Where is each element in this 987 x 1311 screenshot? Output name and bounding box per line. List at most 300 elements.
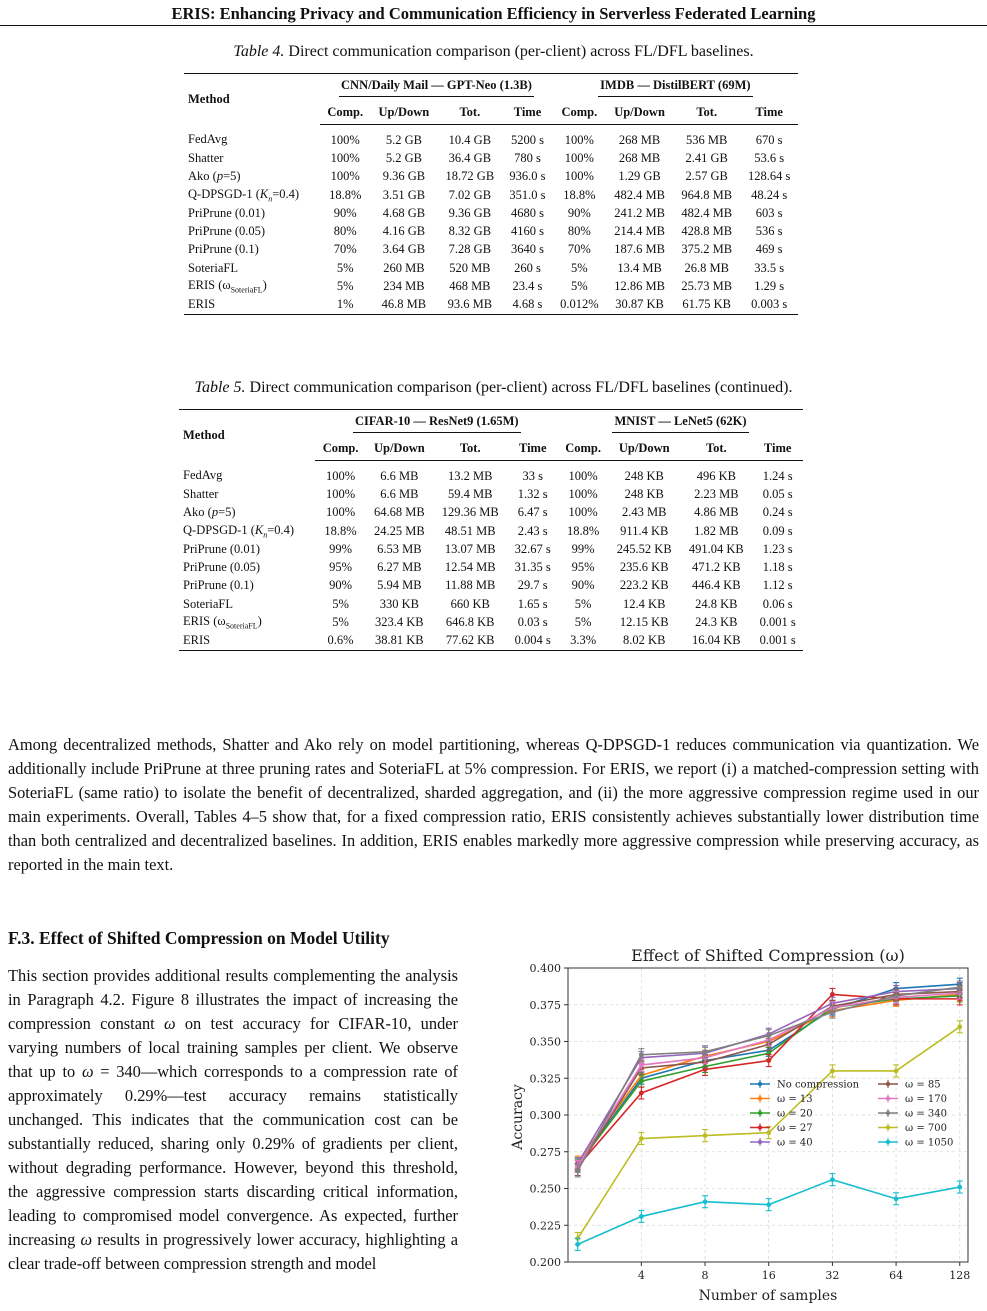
legend-label: ω = 20 xyxy=(777,1108,813,1120)
value-cell: 491.04 KB xyxy=(688,541,744,556)
data-point xyxy=(766,1130,771,1135)
legend-item xyxy=(878,1138,953,1149)
table5-group-mnist xyxy=(558,410,803,437)
value-cell: 3.64 GB xyxy=(382,242,426,257)
y-tick-label: 0.250 xyxy=(529,1182,561,1196)
table5-group-cifar xyxy=(315,410,558,437)
value-cell: 4.16 GB xyxy=(382,224,426,239)
data-point xyxy=(703,1049,708,1054)
table4 xyxy=(184,73,798,315)
data-point xyxy=(894,994,899,999)
legend-swatch xyxy=(758,1096,762,1100)
data-point xyxy=(766,1202,771,1207)
value-cell: 5% xyxy=(574,615,592,630)
legend-item xyxy=(750,1094,813,1105)
value-cell: 100% xyxy=(568,468,598,483)
table4-row xyxy=(184,186,798,204)
col-header: Comp. xyxy=(320,100,370,125)
value-cell: 90% xyxy=(333,205,357,220)
series-line xyxy=(578,994,960,1166)
value-cell: 5200 s xyxy=(510,132,544,147)
series-line xyxy=(578,993,960,1166)
value-cell: 268 MB xyxy=(618,132,661,147)
value-cell: 13.07 MB xyxy=(444,541,496,556)
running-head xyxy=(0,4,987,24)
value-cell: 31.35 s xyxy=(514,560,551,575)
method-cell: SoteriaFL xyxy=(188,260,238,275)
y-tick-label: 0.275 xyxy=(529,1145,561,1159)
value-cell: 6.6 MB xyxy=(380,468,419,483)
value-cell: 0.001 s xyxy=(759,633,796,648)
col-header: Time xyxy=(502,100,552,125)
value-cell: 18.8% xyxy=(566,523,600,538)
value-cell: 646.8 KB xyxy=(445,615,495,630)
value-cell: 1% xyxy=(336,297,354,312)
data-point xyxy=(639,1052,644,1057)
data-point xyxy=(639,1079,644,1084)
y-tick-label: 0.400 xyxy=(529,962,561,975)
data-point xyxy=(894,1069,899,1074)
value-cell: 100% xyxy=(564,150,594,165)
value-cell: 223.2 KB xyxy=(619,578,669,593)
value-cell: 13.4 MB xyxy=(617,260,662,275)
value-cell: 428.8 MB xyxy=(681,224,733,239)
value-cell: 911.4 KB xyxy=(620,523,669,538)
legend-label: No compression xyxy=(777,1079,860,1091)
method-cell: Shatter xyxy=(188,150,224,165)
table4-row xyxy=(184,149,798,167)
value-cell: 12.86 MB xyxy=(614,279,665,294)
value-cell: 248 KB xyxy=(624,468,664,483)
legend-label: ω = 40 xyxy=(777,1137,813,1149)
section-paragraph xyxy=(8,964,458,1311)
table4-group-imdb xyxy=(553,74,798,101)
value-cell: 129.36 MB xyxy=(441,505,499,520)
value-cell: 3640 s xyxy=(510,242,544,257)
table4-group2-label: IMDB — DistilBERT (69M) xyxy=(598,78,752,97)
value-cell: 5% xyxy=(332,615,349,630)
data-point xyxy=(957,1185,962,1190)
value-cell: 1.65 s xyxy=(517,596,548,611)
value-cell: 536 MB xyxy=(686,132,728,147)
value-cell: 1.82 MB xyxy=(694,523,739,538)
table5-caption-text: Direct communication comparison (per-client) across FL/DFL baselines (continued). xyxy=(245,379,793,396)
legend-label: ω = 340 xyxy=(905,1108,947,1120)
table5-row xyxy=(179,485,803,503)
value-cell: 24.3 KB xyxy=(695,615,738,630)
data-point xyxy=(639,1063,644,1068)
value-cell: 7.02 GB xyxy=(448,187,492,202)
value-cell: 241.2 MB xyxy=(614,205,665,220)
value-cell: 2.41 GB xyxy=(685,150,728,165)
value-cell: 95% xyxy=(329,560,353,575)
value-cell: 5% xyxy=(571,279,588,294)
method-cell: Q-DPSGD-1 $(K_n=0.4)$ xyxy=(188,186,300,204)
table5-row xyxy=(179,558,803,576)
value-cell: 24.8 KB xyxy=(695,596,738,611)
value-cell: 8.32 GB xyxy=(448,224,492,239)
table4-caption xyxy=(0,43,987,61)
value-cell: 23.4 s xyxy=(512,279,543,294)
legend-item xyxy=(878,1094,947,1105)
legend-label: ω = 27 xyxy=(777,1123,813,1134)
value-cell: 0.05 s xyxy=(762,486,793,501)
data-point xyxy=(575,1242,580,1247)
table4-row xyxy=(184,259,798,277)
value-cell: 248 KB xyxy=(624,486,664,501)
value-cell: 12.4 KB xyxy=(623,596,666,611)
col-header: Comp. xyxy=(315,436,365,461)
col-header: Comp. xyxy=(558,436,608,461)
data-point xyxy=(575,1168,580,1173)
table5-group1-label: CIFAR-10 — ResNet9 (1.65M) xyxy=(353,414,521,433)
table4-row xyxy=(184,296,798,315)
value-cell: 468 MB xyxy=(449,279,491,294)
method-cell: Ako (p=5) xyxy=(183,505,236,520)
value-cell: 235.6 KB xyxy=(619,560,669,575)
col-header: Tot. xyxy=(437,100,502,125)
value-cell: 6.6 MB xyxy=(380,486,419,501)
value-cell: 53.6 s xyxy=(754,150,785,165)
value-cell: 4.86 MB xyxy=(694,505,739,520)
shifted-compression-chart xyxy=(500,941,975,1311)
value-cell: 0.001 s xyxy=(759,615,796,630)
legend-item xyxy=(878,1109,947,1120)
value-cell: 16.04 KB xyxy=(692,633,741,648)
value-cell: 5% xyxy=(332,596,349,611)
value-cell: 234 MB xyxy=(383,279,425,294)
value-cell: 10.4 GB xyxy=(448,132,492,147)
y-tick-label: 0.350 xyxy=(529,1035,561,1049)
legend-swatch xyxy=(886,1111,890,1115)
method-cell: Ako (p=5) xyxy=(188,169,241,184)
value-cell: 1.18 s xyxy=(762,560,793,575)
legend-item xyxy=(878,1123,947,1134)
table4-body xyxy=(184,125,798,315)
value-cell: 520 MB xyxy=(449,260,491,275)
legend-swatch xyxy=(758,1111,762,1115)
col-header: Time xyxy=(740,100,798,125)
value-cell: 80% xyxy=(333,224,357,239)
x-tick-label: 64 xyxy=(889,1269,904,1282)
value-cell: 5% xyxy=(336,279,354,294)
running-head-prefix: ERIS xyxy=(171,4,211,23)
value-cell: 80% xyxy=(567,224,591,239)
y-tick-label: 0.375 xyxy=(529,998,561,1012)
chart-title: Effect of Shifted Compression (ω) xyxy=(631,946,905,965)
value-cell: 3.3% xyxy=(570,633,597,648)
data-point xyxy=(830,1010,835,1015)
data-point xyxy=(957,985,962,990)
data-point xyxy=(703,1133,708,1138)
method-cell: Shatter xyxy=(183,486,219,501)
legend-item xyxy=(878,1080,941,1091)
paragraph-text: Among decentralized methods, Shatter and Ako rely on model partitioning, whereas Q-DPSGD-1 reduces communication via quantization. We additionally include PriPrune at three pruning rates and SoteriaFL at 5% compression. For ERIS, we report (i) a matched-compression setting with SoteriaFL (same ratio) to isolate the benefit of decentralized, sharded aggregation, and (ii) the more aggressive compression regime used in our main experiments. Overall, Tables 4–5 show that, for a fixed compression ratio, ERIS consistently achieves substantially lower distribution time than both centralized and decentralized baselines. In addition, ERIS enables markedly more aggressive compression while preserving accuracy, as reported in the main text. xyxy=(8,735,979,874)
value-cell: 99% xyxy=(571,541,595,556)
value-cell: 61.75 KB xyxy=(682,297,732,312)
value-cell: 24.25 MB xyxy=(373,523,425,538)
value-cell: 33.5 s xyxy=(754,260,785,275)
table4-caption-text: Direct communication comparison (per-client) across FL/DFL baselines. xyxy=(284,43,754,60)
method-cell: PriPrune (0.01) xyxy=(183,541,261,556)
value-cell: 214.4 MB xyxy=(614,224,665,239)
value-cell: 7.28 GB xyxy=(448,242,492,257)
value-cell: 100% xyxy=(568,486,598,501)
value-cell: 471.2 KB xyxy=(692,560,741,575)
value-cell: 446.4 KB xyxy=(692,578,741,593)
value-cell: 351.0 s xyxy=(509,187,546,202)
value-cell: 38.81 KB xyxy=(375,633,424,648)
legend-swatch xyxy=(758,1140,762,1144)
legend-swatch xyxy=(758,1082,762,1086)
table5 xyxy=(179,409,803,651)
value-cell: 8.02 KB xyxy=(623,633,666,648)
data-point xyxy=(639,1091,644,1096)
value-cell: 0.012% xyxy=(560,297,599,312)
value-cell: 6.47 s xyxy=(517,505,548,520)
table4-row xyxy=(184,241,798,259)
y-tick-label: 0.300 xyxy=(529,1109,561,1122)
value-cell: 496 KB xyxy=(696,468,736,483)
value-cell: 3.51 GB xyxy=(382,187,426,202)
value-cell: 32.67 s xyxy=(514,541,551,556)
value-cell: 90% xyxy=(567,205,591,220)
method-cell: PriPrune (0.1) xyxy=(183,578,254,593)
y-tick-label: 0.200 xyxy=(529,1256,561,1269)
x-tick-label: 4 xyxy=(637,1269,645,1282)
value-cell: 260 s xyxy=(514,260,541,275)
value-cell: 64.68 MB xyxy=(373,505,425,520)
value-cell: 46.8 MB xyxy=(381,297,427,312)
value-cell: 1.12 s xyxy=(762,578,793,593)
value-cell: 536 s xyxy=(755,224,783,239)
value-cell: 29.7 s xyxy=(517,578,548,593)
value-cell: 245.52 KB xyxy=(616,541,672,556)
value-cell: 100% xyxy=(330,132,360,147)
method-cell: Q-DPSGD-1 $(K_n=0.4)$ xyxy=(183,522,295,540)
value-cell: 469 s xyxy=(755,242,783,257)
value-cell: 2.43 s xyxy=(517,523,548,538)
value-cell: 9.36 GB xyxy=(448,205,492,220)
value-cell: 2.57 GB xyxy=(685,169,728,184)
table4-row xyxy=(184,204,798,222)
table4-group1-label: CNN/Daily Mail — GPT-Neo (1.3B) xyxy=(339,78,534,97)
method-cell: ERIS $(\omega_{SoteriaFL})$ xyxy=(183,614,262,631)
value-cell: 33 s xyxy=(522,468,543,483)
method-cell: ERIS $(\omega_{SoteriaFL})$ xyxy=(188,278,267,295)
col-header: Up/Down xyxy=(608,436,680,461)
value-cell: 9.36 GB xyxy=(382,169,426,184)
method-cell: FedAvg xyxy=(183,468,223,483)
value-cell: 0.003 s xyxy=(751,297,788,312)
value-cell: 18.8% xyxy=(563,187,596,202)
value-cell: 99% xyxy=(329,541,353,556)
value-cell: 95% xyxy=(571,560,595,575)
data-point xyxy=(957,1024,962,1029)
legend-label: ω = 85 xyxy=(905,1079,941,1091)
x-tick-label: 32 xyxy=(825,1269,840,1282)
method-cell: ERIS xyxy=(188,297,216,312)
value-cell: 670 s xyxy=(755,132,783,147)
table4-row xyxy=(184,277,798,295)
value-cell: 4.68 GB xyxy=(382,205,426,220)
method-cell: PriPrune (0.01) xyxy=(188,205,266,220)
value-cell: 5.2 GB xyxy=(385,132,422,147)
value-cell: 48.24 s xyxy=(751,187,788,202)
value-cell: 0.03 s xyxy=(517,615,548,630)
table5-row xyxy=(179,577,803,595)
value-cell: 2.43 MB xyxy=(622,505,667,520)
value-cell: 18.8% xyxy=(329,187,362,202)
value-cell: 18.72 GB xyxy=(445,169,495,184)
value-cell: 12.15 KB xyxy=(619,615,669,630)
table5-caption-label: Table 5. xyxy=(194,379,246,396)
table5-row xyxy=(179,504,803,522)
value-cell: 93.6 MB xyxy=(447,297,493,312)
col-header: Up/Down xyxy=(370,100,437,125)
value-cell: 964.8 MB xyxy=(681,187,733,202)
value-cell: 48.51 MB xyxy=(444,523,496,538)
section-heading: F.3. Effect of Shifted Compression on Model Utility xyxy=(8,928,390,948)
value-cell: 90% xyxy=(571,578,595,593)
value-cell: 1.29 s xyxy=(754,279,785,294)
table4-group-cnn xyxy=(320,74,553,101)
table5-row xyxy=(179,632,803,651)
col-header: Time xyxy=(752,436,803,461)
table5-row xyxy=(179,613,803,631)
legend-swatch xyxy=(886,1125,890,1129)
value-cell: 36.4 GB xyxy=(448,150,492,165)
value-cell: 26.8 MB xyxy=(684,260,729,275)
method-cell: FedAvg xyxy=(188,132,228,147)
running-head-title: : Enhancing Privacy and Communication Efficiency in Serverless Federated Learning xyxy=(210,4,816,23)
tick-labels xyxy=(530,962,971,1282)
value-cell: 603 s xyxy=(755,205,783,220)
legend-swatch xyxy=(886,1140,890,1144)
x-axis-label: Number of samples xyxy=(698,1288,838,1304)
method-cell: SoteriaFL xyxy=(183,596,233,611)
legend xyxy=(750,1080,953,1149)
value-cell: 268 MB xyxy=(618,150,661,165)
value-cell: 0.06 s xyxy=(762,596,793,611)
method-cell: PriPrune (0.05) xyxy=(183,560,261,575)
value-cell: 30.87 KB xyxy=(615,297,664,312)
x-tick-label: 128 xyxy=(949,1269,971,1282)
data-point xyxy=(830,992,835,997)
col-header: Up/Down xyxy=(606,100,673,125)
value-cell: 100% xyxy=(330,169,360,184)
value-cell: 100% xyxy=(325,505,356,520)
value-cell: 12.54 MB xyxy=(444,560,496,575)
value-cell: 70% xyxy=(333,242,357,257)
method-cell: PriPrune (0.1) xyxy=(188,242,259,257)
value-cell: 90% xyxy=(329,578,353,593)
legend-item xyxy=(750,1080,860,1091)
value-cell: 0.6% xyxy=(327,633,354,648)
value-cell: 5% xyxy=(574,596,592,611)
col-header: Tot. xyxy=(673,100,740,125)
value-cell: 4160 s xyxy=(510,224,544,239)
y-axis-label: Accuracy xyxy=(510,1084,526,1150)
col-header: Tot. xyxy=(433,436,507,461)
value-cell: 77.62 KB xyxy=(445,633,495,648)
data-point xyxy=(639,1136,644,1141)
value-cell: 11.88 MB xyxy=(445,578,496,593)
value-cell: 25.73 MB xyxy=(681,279,733,294)
value-cell: 936.0 s xyxy=(509,169,546,184)
col-header: Comp. xyxy=(553,100,606,125)
table4-row xyxy=(184,168,798,186)
value-cell: 187.6 MB xyxy=(614,242,665,257)
value-cell: 2.23 MB xyxy=(694,486,739,501)
value-cell: 100% xyxy=(568,505,598,520)
value-cell: 100% xyxy=(325,468,356,483)
x-tick-label: 16 xyxy=(761,1269,776,1282)
value-cell: 482.4 MB xyxy=(614,187,665,202)
table4-row xyxy=(184,222,798,240)
value-cell: 1.29 GB xyxy=(618,169,661,184)
header-rule xyxy=(0,25,987,26)
value-cell: 5% xyxy=(571,260,588,275)
legend-item xyxy=(750,1138,813,1149)
value-cell: 0.004 s xyxy=(514,633,551,648)
data-point xyxy=(830,1177,835,1182)
y-tick-label: 0.225 xyxy=(529,1219,561,1233)
value-cell: 1.24 s xyxy=(762,468,793,483)
value-cell: 128.64 s xyxy=(747,169,791,184)
value-cell: 5.94 MB xyxy=(377,578,422,593)
data-point xyxy=(766,1033,771,1038)
col-header: Tot. xyxy=(680,436,752,461)
data-point xyxy=(703,1199,708,1204)
table5-body xyxy=(179,461,803,651)
value-cell: 0.09 s xyxy=(762,523,793,538)
value-cell: 5% xyxy=(336,260,354,275)
value-cell: 1.23 s xyxy=(762,541,793,556)
value-cell: 660 KB xyxy=(450,596,490,611)
method-header: Method xyxy=(183,427,225,442)
legend-label: ω = 700 xyxy=(905,1123,947,1134)
value-cell: 482.4 MB xyxy=(681,205,733,220)
value-cell: 100% xyxy=(325,486,356,501)
table5-group2-label: MNIST — LeNet5 (62K) xyxy=(612,414,748,433)
legend-item xyxy=(750,1109,813,1120)
data-point xyxy=(639,1214,644,1219)
data-point xyxy=(894,1196,899,1201)
value-cell: 4.68 s xyxy=(512,297,543,312)
body-paragraph xyxy=(8,733,979,877)
value-cell: 5.2 GB xyxy=(385,150,422,165)
value-cell: 100% xyxy=(330,150,360,165)
value-cell: 323.4 KB xyxy=(375,615,424,630)
value-cell: 0.24 s xyxy=(762,505,793,520)
value-cell: 18.8% xyxy=(324,523,357,538)
y-tick-label: 0.325 xyxy=(529,1072,561,1086)
legend-swatch xyxy=(886,1082,890,1086)
value-cell: 780 s xyxy=(514,150,541,165)
col-header: Up/Down xyxy=(366,436,433,461)
value-cell: 59.4 MB xyxy=(447,486,493,501)
table5-row xyxy=(179,595,803,613)
table5-row xyxy=(179,540,803,558)
value-cell: 375.2 MB xyxy=(681,242,733,257)
legend-label: ω = 170 xyxy=(905,1094,947,1105)
legend-swatch xyxy=(886,1096,890,1100)
value-cell: 100% xyxy=(564,132,594,147)
value-cell: 4680 s xyxy=(510,205,544,220)
data-point xyxy=(766,1058,771,1063)
value-cell: 1.32 s xyxy=(517,486,548,501)
